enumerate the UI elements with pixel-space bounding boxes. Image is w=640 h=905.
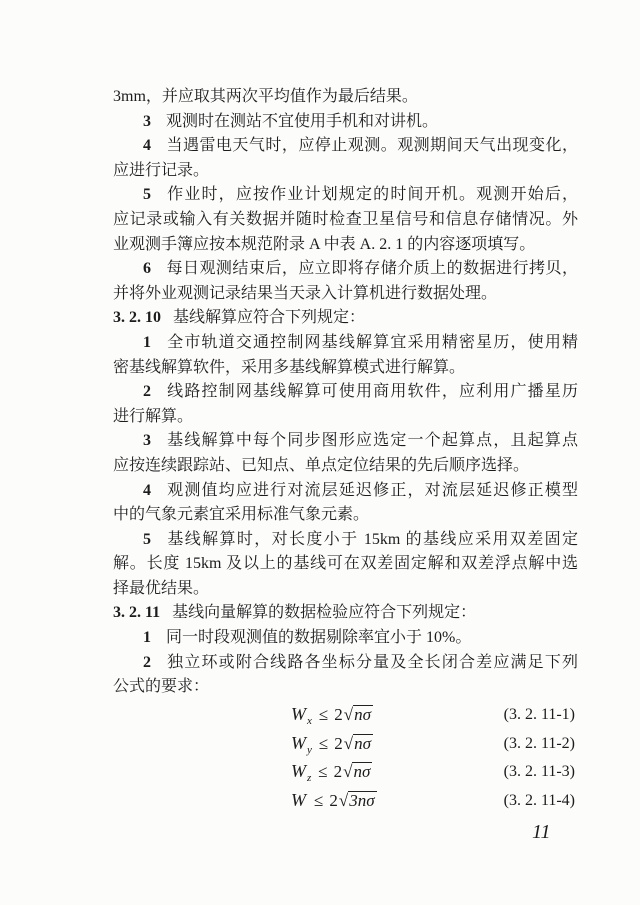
item-text: 独立环或附合线路各坐标分量及全长闭合差应满足下列: [166, 653, 578, 671]
formula-coefficient: 2: [334, 733, 343, 753]
formula-variable: W: [291, 704, 306, 724]
item-number: 5: [143, 530, 151, 548]
square-root-sign: √: [338, 790, 349, 810]
clause-3-2-10-item-5: [113, 528, 578, 602]
formula-radicand: nσ: [353, 762, 371, 781]
formula-relation: ≤: [318, 733, 329, 753]
clause-title: 基线向量解算的数据检验应符合下列规定：: [172, 604, 477, 622]
text-line: 应按连续跟踪站、已知点、单点定位结果的先后顺序选择。: [113, 456, 530, 474]
formula-subscript: z: [307, 772, 312, 784]
formula-subscript: y: [307, 743, 312, 756]
item-number: 6: [143, 260, 151, 278]
formula-expression: [291, 731, 373, 758]
item-text: 观测时在测站不宜使用手机和对讲机。: [166, 112, 439, 130]
formula-expression: [291, 702, 373, 729]
item-text: 作业时，应按作业计划规定的时间开机。观测开始后，: [166, 186, 578, 204]
clause-3-2-11-item-1: [113, 626, 578, 651]
formula-relation: ≤: [314, 790, 324, 810]
text-line: 中的气象元素宜采用标准气象元素。: [113, 506, 370, 524]
formula-3-2-11-3: [113, 757, 578, 786]
document-body: [113, 85, 578, 700]
item-number: 1: [143, 333, 151, 351]
clause-number: 3. 2. 10: [113, 309, 161, 327]
formula-number: (3. 2. 11-2): [503, 734, 575, 752]
item-number: 2: [143, 383, 151, 401]
item-number: 3: [143, 432, 151, 450]
continuation-line: 3mm，并应取其两次平均值作为最后结果。: [113, 88, 418, 105]
item-number: 4: [143, 137, 151, 155]
text-line: 公式的要求：: [113, 678, 210, 696]
item-text: 线路控制网基线解算可使用商用软件，应利用广播星历: [166, 383, 578, 401]
formula-variable: W: [291, 761, 306, 781]
list-item-6: [113, 257, 578, 306]
text-line: [113, 651, 578, 676]
item-text: 当遇雷电天气时，应停止观测。观测期间天气出现变化，: [166, 137, 578, 155]
formula-coefficient: 2: [329, 790, 338, 810]
text-line: [113, 331, 578, 356]
item-number: 3: [143, 112, 151, 130]
text-line: 应进行记录。: [113, 161, 210, 179]
formula-number: (3. 2. 11-1): [503, 706, 575, 723]
text-line: [113, 257, 578, 282]
item-text: 全市轨道交通控制网基线解算宜采用精密星历，使用精: [166, 333, 578, 351]
item-text: 基线解算时，对长度小于 15km 的基线应采用双差固定: [166, 530, 578, 548]
item-text: 基线解算中每个同步图形应选定一个起算点，且起算点: [166, 432, 578, 450]
text-line: 应记录或输入有关数据并随时检查卫星信号和信息存储情况。外: [113, 210, 578, 228]
clause-title: 基线解算应符合下列规定：: [173, 309, 366, 327]
text-line: [113, 528, 578, 553]
formula-expression: [291, 759, 372, 786]
formula-radicand: nσ: [354, 733, 371, 753]
formula-radicand: 3nσ: [349, 790, 375, 810]
item-number: 5: [143, 186, 151, 204]
formula-subscript: x: [307, 715, 312, 727]
clause-heading-3-2-11: [113, 601, 578, 626]
list-item-5: [113, 183, 578, 257]
text-line: [113, 183, 578, 208]
formula-number: (3. 2. 11-3): [503, 763, 575, 780]
text-line: [113, 134, 578, 159]
text-line: [113, 479, 578, 504]
square-root-sign: √: [343, 733, 354, 753]
formula-coefficient: 2: [333, 762, 343, 781]
square-root-sign: √: [343, 762, 353, 781]
formula-relation: ≤: [318, 705, 329, 724]
clause-3-2-10-item-4: [113, 479, 578, 528]
clause-3-2-10-item-3: [113, 429, 578, 478]
text-line: 密基线解算软件，采用多基线解算模式进行解算。: [113, 358, 466, 376]
item-number: 4: [143, 481, 151, 499]
square-root-sign: √: [343, 705, 354, 724]
formula-expression: [291, 788, 377, 815]
page-number: 11: [532, 821, 551, 843]
list-item-3: [113, 110, 578, 135]
item-text: 观测值均应进行对流层延迟修正，对流层延迟修正模型: [166, 481, 578, 499]
formula-variable: W: [291, 732, 306, 753]
formula-radicand: nσ: [354, 705, 371, 724]
item-number: 1: [143, 629, 151, 647]
text-line: 并将外业观测记录结果当天录入计算机进行数据处理。: [113, 284, 498, 302]
text-line: 业观测手簿应按本规范附录 A 中表 A. 2. 1 的内容逐项填写。: [113, 235, 536, 253]
formula-3-2-11-4: [113, 786, 578, 815]
text-line: [113, 626, 578, 651]
formula-coefficient: 2: [334, 705, 343, 724]
item-number: 2: [143, 653, 151, 671]
formula-3-2-11-2: [113, 729, 578, 758]
clause-3-2-10-item-1: [113, 331, 578, 380]
text-line: 进行解算。: [113, 407, 194, 425]
text-line: 择最优结果。: [113, 579, 210, 597]
clause-number: 3. 2. 11: [113, 604, 161, 622]
formula-relation: ≤: [318, 762, 328, 781]
text-line: [113, 380, 578, 405]
text-line: 解。长度 15km 及以上的基线可在双差固定解和双差浮点解中选: [113, 555, 578, 573]
formula-block: [113, 700, 578, 814]
item-text: 同一时段观测值的数据剔除率宜小于 10%。: [166, 629, 472, 647]
clause-3-2-11-item-2: [113, 651, 578, 700]
formula-variable: W: [291, 789, 306, 810]
list-item-4: [113, 134, 578, 183]
clause-heading-3-2-10: [113, 306, 578, 331]
item-text: 每日观测结束后，应立即将存储介质上的数据进行拷贝，: [166, 260, 578, 278]
text-line: [113, 429, 578, 454]
clause-3-2-10-item-2: [113, 380, 578, 429]
formula-number: (3. 2. 11-4): [503, 791, 575, 809]
formula-3-2-11-1: [113, 700, 578, 729]
text-line: [113, 110, 578, 135]
